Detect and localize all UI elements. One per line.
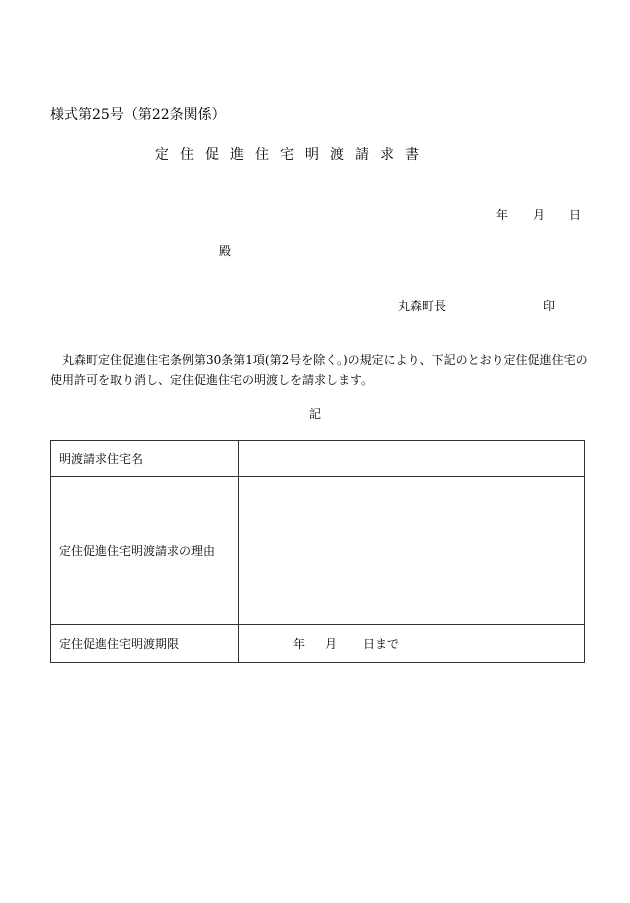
date-year-label: 年 — [496, 208, 509, 222]
body-text: 丸森町定住促進住宅条例第30条第1項(第2号を除く。)の規定により、下記のとおり定住促進住宅の使用許可を取り消し、定住促進住宅の明渡しを請求します。 — [50, 353, 588, 387]
document-title: 定住促進住宅明渡請求書 — [155, 147, 430, 163]
date-month-label: 月 — [533, 208, 546, 222]
issuer-name: 丸森町長 — [398, 299, 447, 313]
seal-mark: 印 — [543, 299, 556, 313]
deadline-month-label: 月 — [325, 637, 338, 651]
residence-name-label: 明渡請求住宅名 — [51, 441, 239, 477]
deadline-year-label: 年 — [293, 637, 306, 651]
eviction-deadline-label: 定住促進住宅明渡期限 — [51, 625, 239, 663]
eviction-reason-label: 定住促進住宅明渡請求の理由 — [51, 477, 239, 625]
eviction-reason-value — [239, 477, 585, 625]
table-row — [51, 625, 585, 663]
residence-name-value — [239, 441, 585, 477]
table-row — [51, 441, 585, 477]
record-heading: 記 — [309, 407, 322, 421]
addressee-honorific: 殿 — [219, 244, 232, 258]
date-day-label: 日 — [569, 208, 582, 222]
form-number: 様式第25号（第22条関係） — [50, 107, 226, 123]
request-table — [50, 440, 585, 663]
eviction-deadline-value — [239, 625, 585, 663]
table-row — [51, 477, 585, 625]
deadline-day-label: 日まで — [363, 637, 400, 651]
